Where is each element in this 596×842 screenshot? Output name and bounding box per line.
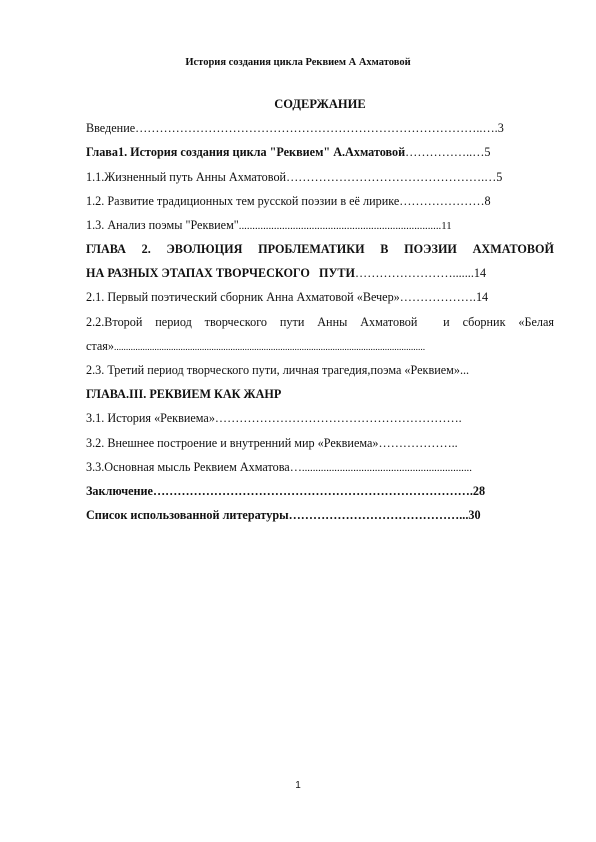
toc-entry-2-3 [86, 363, 554, 378]
toc-entry-1-1 [86, 170, 554, 185]
document-title: История создания цикла Реквием А Ахматовой [185, 57, 411, 68]
toc-entry-page: ............................................................... [301, 462, 472, 474]
toc-entry-text: ГЛАВА 2. ЭВОЛЮЦИЯ ПРОБЛЕМАТИКИ В ПОЭЗИИ АХМАТОВОЙ [86, 242, 554, 256]
toc-entry-text: стая» [86, 339, 114, 353]
toc-entry-text: Введение…………………………………………………………………………..….3 [86, 121, 504, 135]
toc-entry-introduction [86, 121, 554, 136]
toc-entry-text: Глава1. История создания цикла "Реквием" А.Ахматовой [86, 145, 406, 159]
toc-entry-chapter-3 [86, 387, 554, 402]
page-number: 1 [295, 780, 301, 791]
toc-entry-text: 3.2. Внешнее построение и внутренний мир «Реквиема»……………….. [86, 436, 458, 450]
toc-entry-page: ................................................................................................................................... [114, 343, 426, 353]
toc-entry-3-2 [86, 436, 554, 451]
toc-entry-text: Список использованной литературы……………………………………...30 [86, 508, 481, 522]
toc-entry-text: 1.1.Жизненный путь Анны Ахматовой………………………………………….…5 [86, 170, 503, 184]
toc-entry-text: 1.3. Анализ поэмы "Реквием" [86, 218, 239, 232]
toc-entry-text: Заключение…………………………………………………………………….28 [86, 484, 486, 498]
toc-entry-text: 3.3.Основная мысль Реквием Ахматова… [86, 460, 302, 474]
toc-entry-page: ……………..…5 [405, 145, 491, 159]
toc-entry-2-2-cont [86, 339, 554, 354]
toc-entry-text: 1.2. Развитие традиционных тем русской поэзии в её лирике…………………8 [86, 194, 491, 208]
toc-entry-bibliography [86, 508, 554, 523]
toc-entry-text: 2.1. Первый поэтический сборник Анна Ахматовой «Вечер»……………….14 [86, 290, 489, 304]
toc-entry-1-2 [86, 194, 554, 209]
toc-entry-text: ГЛАВА.III. РЕКВИЕМ КАК ЖАНР [86, 387, 282, 401]
toc-entry-chapter-2 [86, 242, 554, 257]
toc-entry-3-3 [86, 460, 554, 475]
toc-entry-chapter-1 [86, 145, 554, 160]
toc-entry-text: 2.2.Второй период творческого пути Анны Ахматовой и сборник «Белая [86, 315, 554, 329]
toc-entry-3-1 [86, 411, 554, 426]
toc-entry-conclusion [86, 484, 554, 499]
toc-entry-text: 2.3. Третий период творческого пути, личная трагедия,поэма «Реквием»... [86, 363, 470, 377]
toc-entry-1-3 [86, 218, 554, 233]
toc-entry-chapter-2-cont [86, 266, 554, 281]
toc-entry-text: 3.1. История «Реквиема»……………………………………………………. [86, 411, 462, 425]
toc-entry-page: …………………….......14 [355, 266, 487, 280]
toc-heading: СОДЕРЖАНИЕ [274, 97, 366, 111]
toc-entry-2-2 [86, 315, 554, 330]
toc-entry-2-1 [86, 290, 554, 305]
toc-entry-page: ...........................................................................11 [238, 220, 452, 232]
toc-entry-text: НА РАЗНЫХ ЭТАПАХ ТВОРЧЕСКОГО ПУТИ [86, 266, 356, 280]
